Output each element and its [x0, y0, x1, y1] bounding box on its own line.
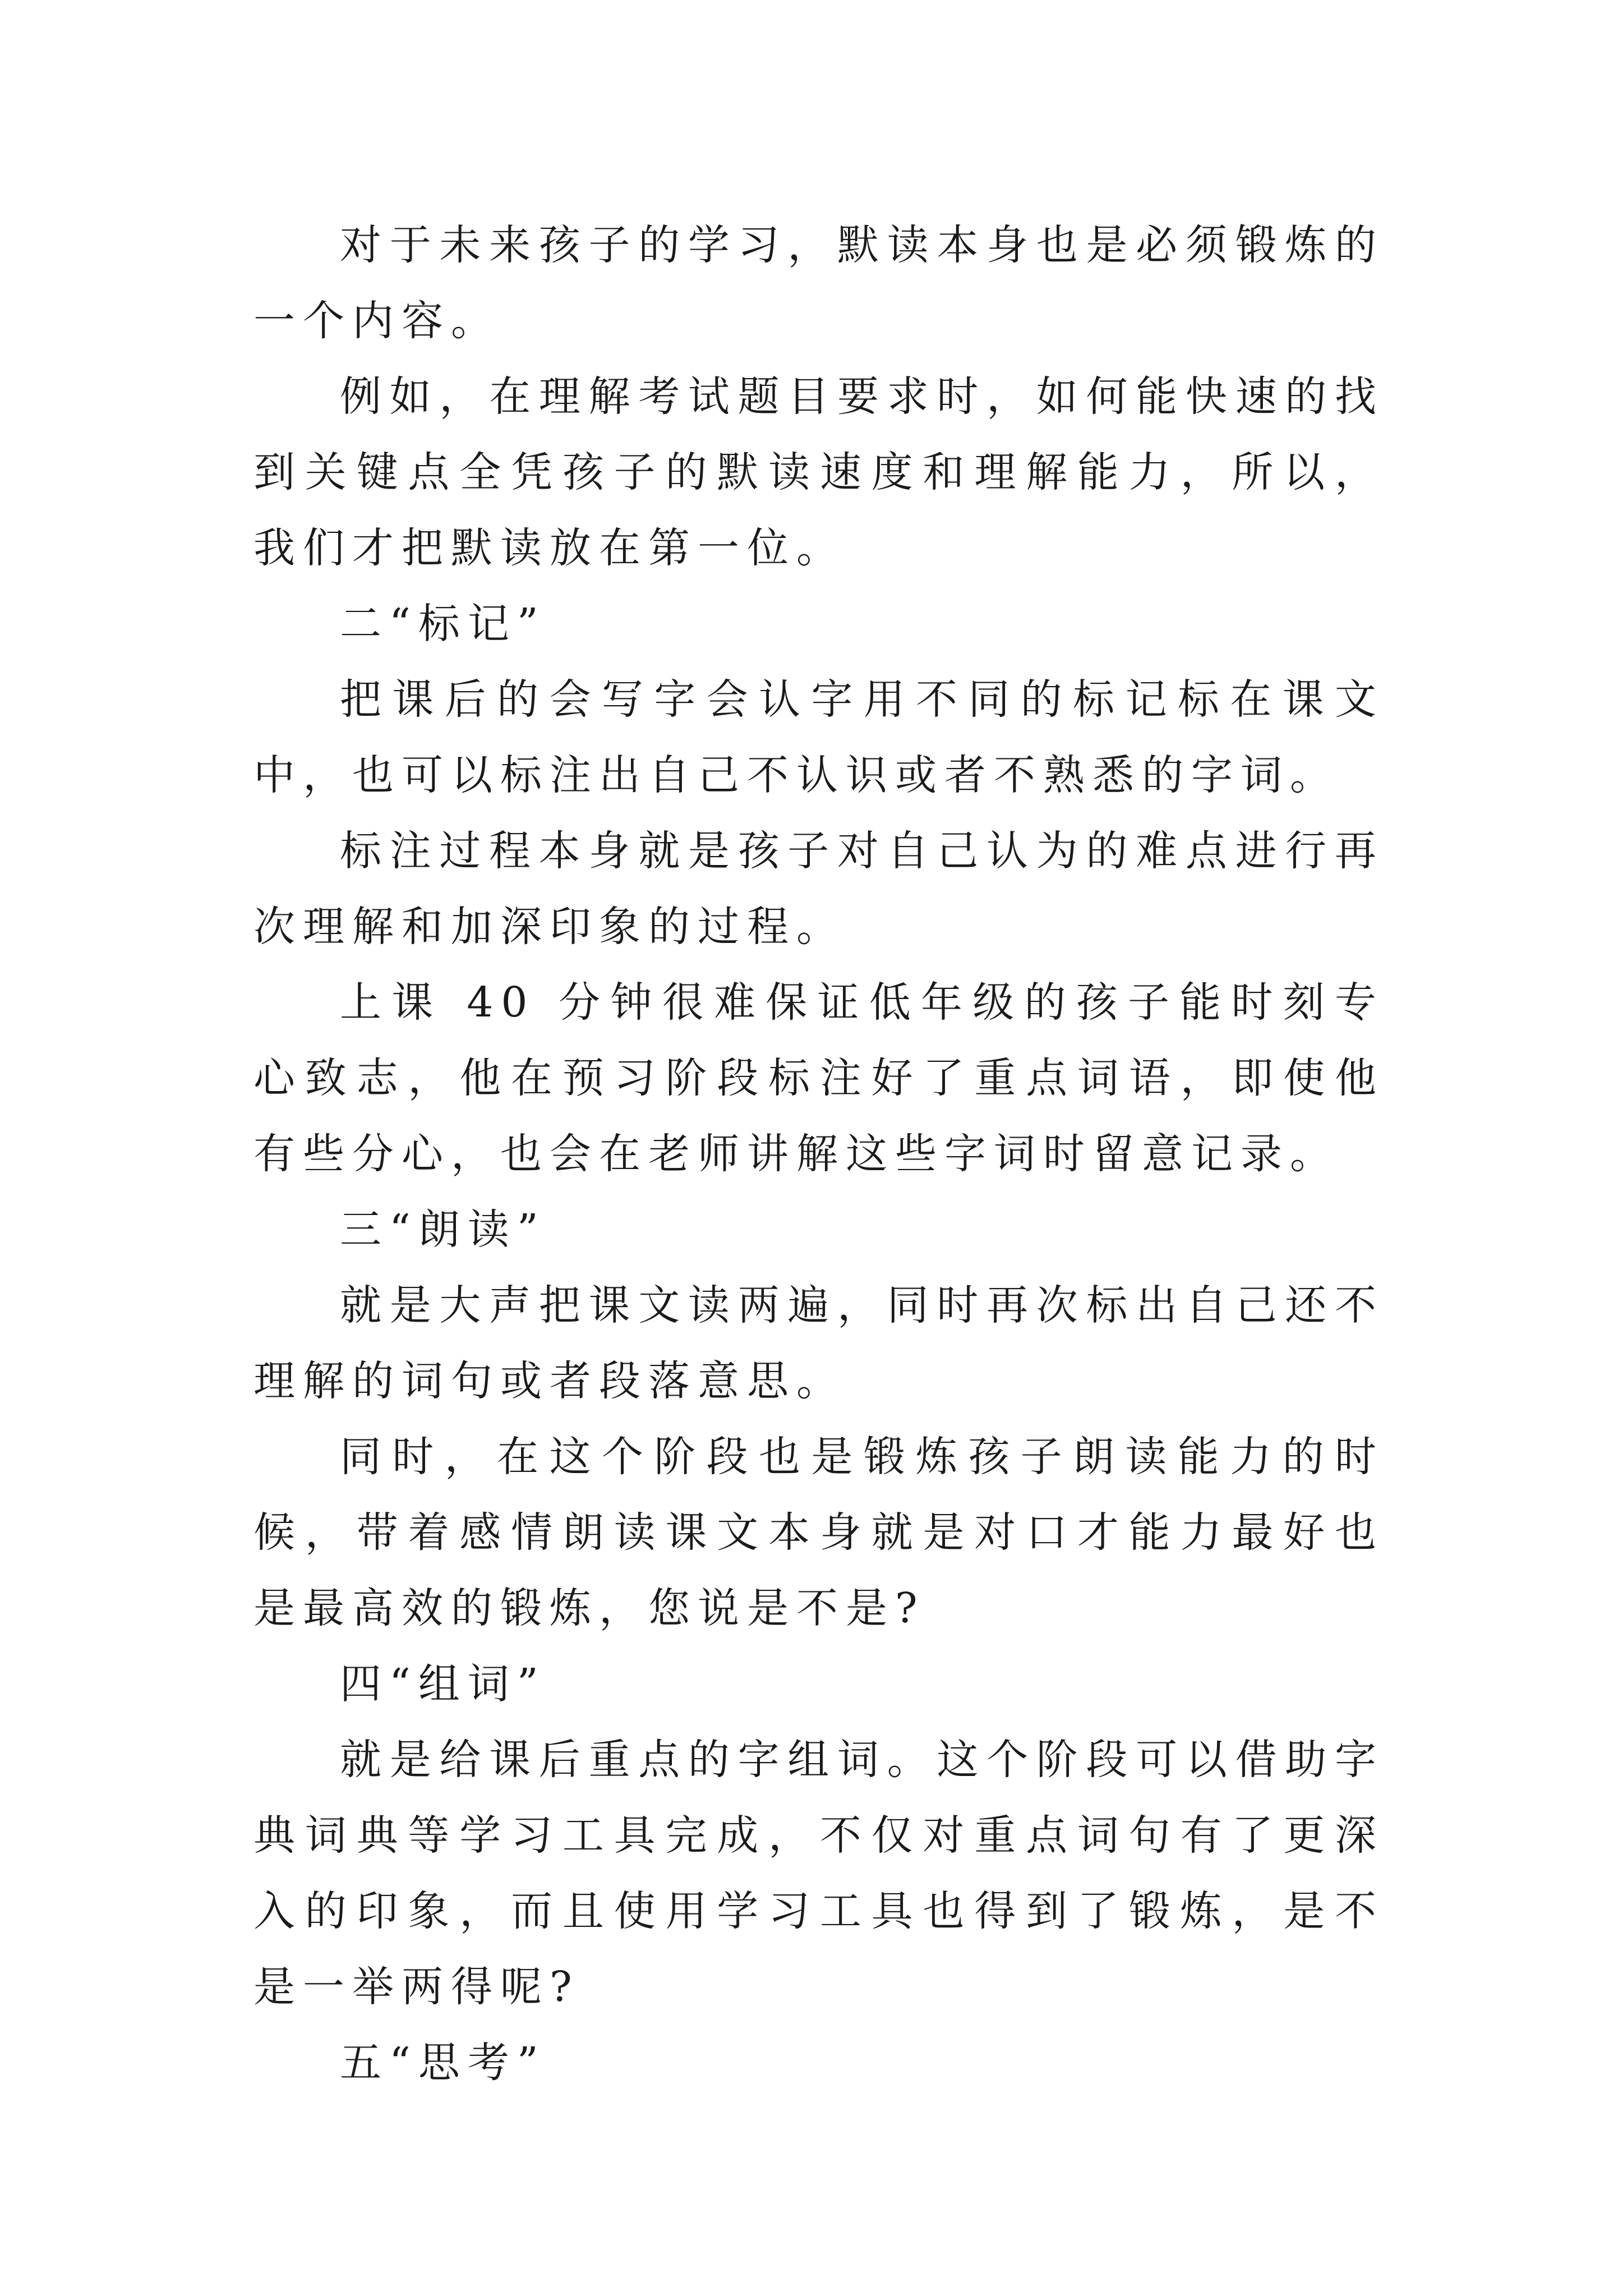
paragraph-marking-words: 把课后的会写字会认字用不同的标记标在课文中，也可以标注出自己不认识或者不熟悉的字词。 — [253, 675, 1384, 799]
paragraph-marking-process: 标注过程本身就是孩子对自己认为的难点进行再次理解和加深印象的过程。 — [253, 827, 1384, 951]
paragraph-exam-example: 例如，在理解考试题目要求时，如何能快速的找到关键点全凭孩子的默读速度和理解能力，所以，我们才把默读放在第一位。 — [253, 372, 1384, 572]
section-heading-thinking: 五“思考” — [340, 2039, 546, 2087]
paragraph-word-forming: 就是给课后重点的字组词。这个阶段可以借助字典词典等学习工具完成，不仅对重点词句有了更深入的印象，而且使用学习工具也得到了锻炼，是不是一举两得呢? — [253, 1736, 1384, 2011]
paragraph-silent-reading: 对于未来孩子的学习，默读本身也是必须锻炼的一个内容。 — [253, 221, 1384, 345]
paragraph-read-twice: 就是大声把课文读两遍，同时再次标出自己还不理解的词句或者段落意思。 — [253, 1281, 1384, 1405]
paragraph-reading-ability: 同时，在这个阶段也是锻炼孩子朗读能力的时候，带着感情朗读课文本身就是对口才能力最好也是最高效的锻炼，您说是不是? — [253, 1433, 1384, 1632]
section-heading-marking: 二“标记” — [340, 600, 546, 648]
document-body — [253, 208, 1384, 2101]
section-heading-word-forming: 四“组词” — [340, 1660, 546, 1708]
paragraph-class-focus: 上课 40 分钟很难保证低年级的孩子能时刻专心致志，他在预习阶段标注好了重点词语，即使他有些分心，也会在老师讲解这些字词时留意记录。 — [253, 978, 1384, 1178]
section-heading-reading-aloud: 三“朗读” — [340, 1205, 546, 1254]
